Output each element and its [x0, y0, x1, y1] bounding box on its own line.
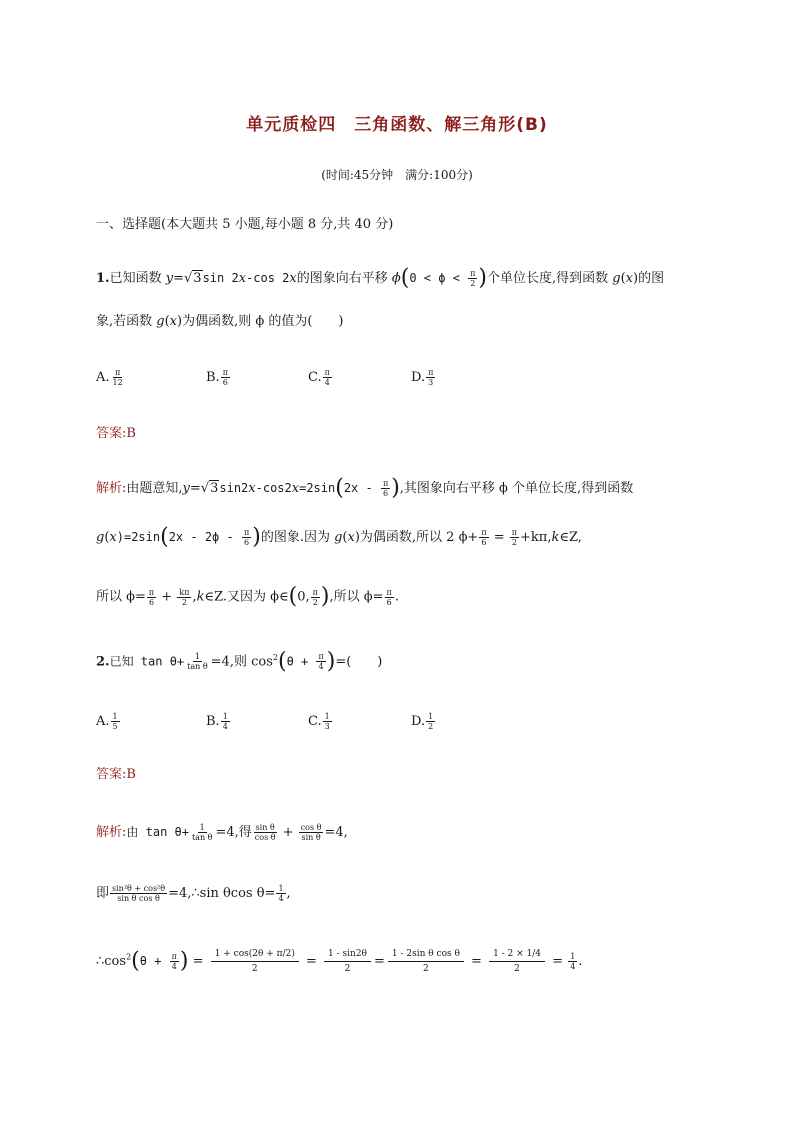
fraction: $\frac{\pi}{2}$: [470, 269, 476, 288]
q1-options: [96, 368, 521, 388]
q1-stem-line2: 象,若函数 g(x)为偶函数,则 ϕ 的值为( ): [96, 314, 344, 329]
q1-option-c[interactable]: C. $\frac{\pi}{4}$: [308, 368, 330, 387]
page-title: 单元质检四 三角函数、解三角形(B): [246, 115, 548, 135]
section-heading: 一、选择题(本大题共 5 小题,每小题 8 分,共 40 分): [96, 217, 394, 232]
exam-meta: (时间:45分钟 满分:100分): [321, 168, 473, 182]
q1-stem-line1: 1.已知函数 y=√3sin 2x-cos 2x的图象向右平移 ϕ(0 < ϕ < $\frac{\pi}{2}$ )个单位长度,得到函数 g(x)的图: [96, 265, 665, 291]
q1-option-a[interactable]: A. $\frac{\pi}{12}$: [96, 368, 123, 387]
q1-solution-line3: 所以 ϕ= $\frac{\pi}{6}$ + $\frac{k\pi}{2}$ ,k∈Z.又因为 ϕ∈(0, $\frac{\pi}{2}$ ),所以 ϕ= $\frac{\pi}{6}$ .: [96, 584, 399, 609]
q1-solution-label: 解析:: [96, 481, 127, 496]
q2-option-b[interactable]: B. $\frac{1}{4}$: [206, 712, 228, 731]
q2-option-c[interactable]: C. $\frac{1}{3}$: [308, 712, 330, 731]
q2-option-a[interactable]: A. $\frac{1}{5}$: [96, 712, 118, 731]
q2-solution-line1: 解析:由 tan θ+ $\frac{1}{\text{tan θ}}$ =4,得 $\frac{\text{sin θ}}{\text{cos θ}}$ + $\frac{\text{cos θ}}{\text{sin θ}}$ =4,: [96, 823, 348, 842]
q1-solution-line2: g(x)=2sin(2x - 2ϕ - $\frac{\pi}{6}$ )的图象.因为 g(x)为偶函数,所以 2 ϕ+ $\frac{\pi}{6}$ = $\frac{\pi}{2}$ +kπ,k∈Z,: [96, 524, 582, 550]
q2-solution-label: 解析:: [96, 825, 127, 840]
q2-answer: 答案:B: [96, 767, 136, 782]
q1-answer: 答案:B: [96, 426, 136, 441]
q1-option-b[interactable]: B. $\frac{\pi}{6}$: [206, 368, 228, 387]
q2-options: [96, 712, 521, 732]
q2-option-d[interactable]: D. $\frac{1}{2}$: [411, 712, 434, 731]
q2-number: 2.: [96, 654, 110, 670]
q1-solution-line1: 解析:由题意知,y=√3sin2x-cos2x=2sin(2x - $\frac{\pi}{6}$ ),其图象向右平移 ϕ 个单位长度,得到函数: [96, 475, 634, 501]
q2-solution-line2: 即 $\frac{\text{sin²θ + cos²θ}}{\text{sin θ cos θ}}$ =4,∴sin θcos θ= $\frac{1}{4}$ ,: [96, 884, 291, 903]
q1-number: 1.: [96, 271, 110, 286]
q2-stem: 2.已知 tan θ+ $\frac{1}{\text{tan θ}}$ =4,则 $\cos^2(\theta$ + $\frac{\pi}{4}$ )=( ): [96, 648, 383, 674]
q1-option-d[interactable]: D. $\frac{\pi}{3}$: [411, 368, 434, 387]
q2-solution-line3: $\therefore\cos^2(\theta$ + $\frac{\pi}{4}$ ) = $\frac{1 + \cos(2\theta + \pi/2)}{2}$ = $\frac{1 - \sin 2\theta}{2}$ = $\frac{\text{1 - 2sin θ cos θ}}{2}$ = $\frac{1 - 2 \times 1/4}{2}$ = $\frac{1}{4}$ .: [96, 948, 583, 974]
